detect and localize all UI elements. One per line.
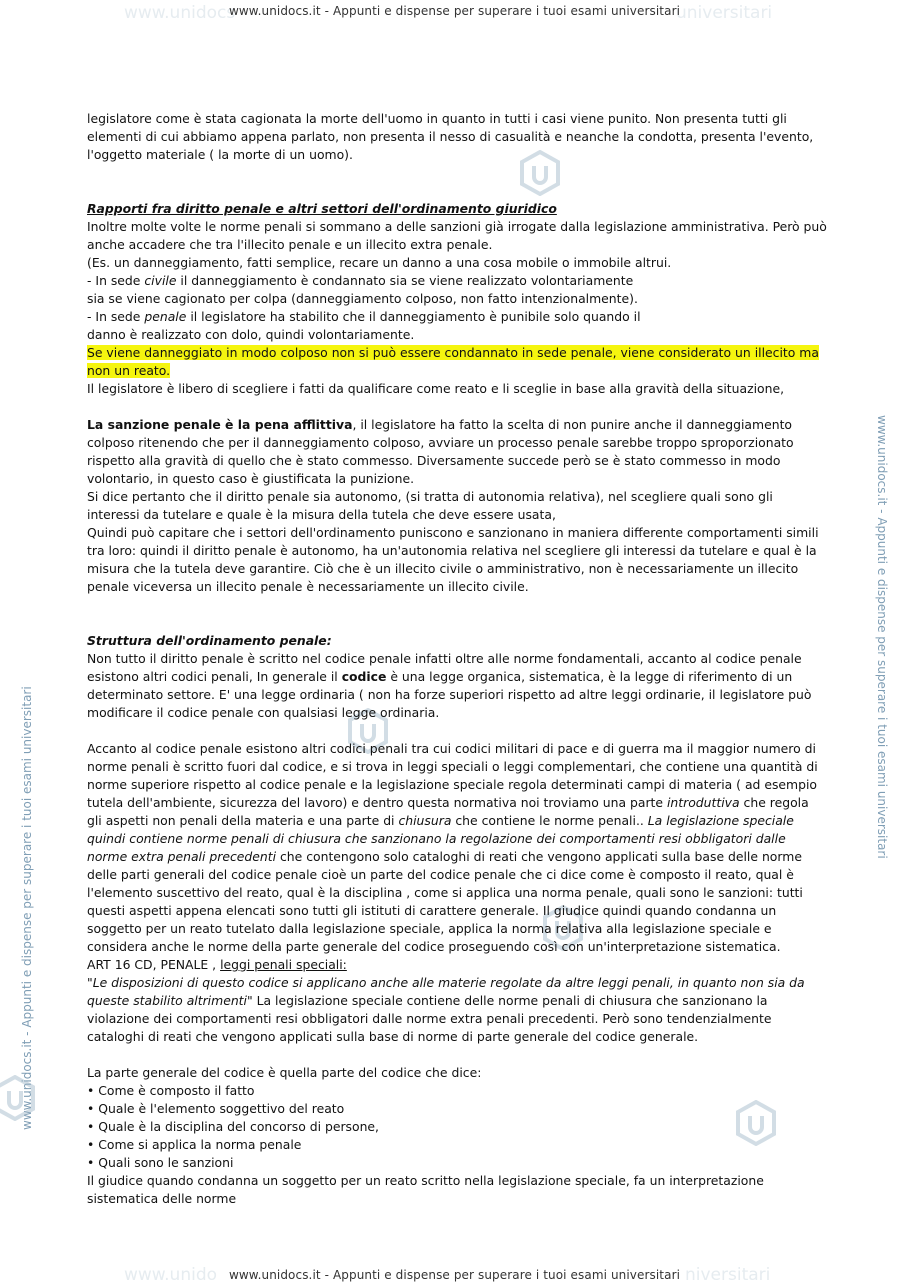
- section-heading-rapporti: Rapporti fra diritto penale e altri settori dell'ordinamento giuridico: [87, 201, 557, 216]
- paragraph-line: anche accadere che tra l'illecito penale e un illecito extra penale.: [87, 237, 493, 252]
- list-item: • Come è composto il fatto: [87, 1083, 255, 1098]
- header-banner: www.unidocs.it - Appunti e dispense per superare i tuoi esami universitari: [228, 4, 681, 18]
- settori-paragraph: Quindi può capitare che i settori dell'ordinamento puniscono e sanzionano in maniera differente comportamenti simili tra loro: quindi il diritto penale è autonomo, ha un'autonomia relativa nel scegliere gli interessi da tutelare e qual è la misura che la tutela deve garantire. Ciò che è un illecito civile o amministrativo, non è necessariamente un illecito penale viceversa un illecito penale è necessariamente un illecito civile.: [87, 525, 819, 594]
- autonomia-paragraph: Si dice pertanto che il diritto penale sia autonomo, (si tratta di autonomia relativa), nel scegliere quali sono gli interessi da tutelare e quale è la misura della tutela che deve essere usata,: [87, 489, 773, 522]
- text-run: ART 16 CD, PENALE ,: [87, 957, 221, 972]
- footer-banner: www.unidocs.it - Appunti e dispense per superare i tuoi esami universitari: [228, 1268, 681, 1282]
- bold-text: La sanzione penale è la pena afflittiva: [87, 417, 353, 432]
- italic-text: chiusura: [398, 813, 452, 828]
- leggi-speciali-paragraph: [87, 740, 827, 956]
- italic-quote: "Le disposizioni di questo codice si applicano anche alle materie regolate da altre leggi penali, in quanto non sia da queste stabilito altrimenti": [87, 975, 805, 1008]
- list-item: • Quale è l'elemento soggettivo del reato: [87, 1101, 345, 1116]
- text-run: il legislatore ha stabilito che il danneggiamento è punibile solo quando il: [186, 309, 641, 324]
- bold-text: codice: [341, 669, 387, 684]
- ghost-header-left: www.unidocs: [124, 3, 236, 23]
- italic-text: civile: [144, 273, 177, 288]
- list-item: • Quale è la disciplina del concorso di persone,: [87, 1119, 379, 1134]
- highlight-text: Se viene danneggiato in modo colposo non si può essere condannato in sede penale, viene considerato un illecito ma non un reato.: [87, 345, 819, 378]
- italic-text: penale: [144, 309, 187, 324]
- text-run: che regola gli aspetti non penali della materia e una parte di: [87, 795, 809, 828]
- paragraph-line: danno è realizzato con dolo, quindi volontariamente.: [87, 327, 415, 342]
- closing-paragraph: Il giudice quando condanna un soggetto per un reato scritto nella legislazione speciale, fa un interpretazione sistematica delle norme: [87, 1173, 764, 1206]
- text-run: Non tutto il diritto penale è scritto nel codice penale infatti oltre alle norme fondamentali, accanto al codice penale esistono altri codici penali, In generale il: [87, 651, 802, 684]
- unidocs-logo-icon: [0, 1075, 38, 1121]
- paragraph-line: sia se viene cagionato per colpa (danneggiamento colposo, non fatto intenzionalmente).: [87, 291, 638, 306]
- paragraph-line: [87, 308, 827, 326]
- list-item: • Come si applica la norma penale: [87, 1137, 302, 1152]
- highlighted-paragraph: [87, 344, 827, 380]
- ghost-header-right: universitari: [676, 3, 773, 23]
- side-watermark-left: www.unidocs.it - Appunti e dispense per superare i tuoi esami universitari: [20, 686, 34, 1130]
- document-body: [87, 110, 827, 1208]
- paragraph-line: Inoltre molte volte le norme penali si sommano a delle sanzioni già irrogate dalla legislazione amministrativa. Però può: [87, 219, 827, 234]
- paragraph-line: (Es. un danneggiamento, fatti semplice, recare un danno a una cosa mobile o immobile altrui.: [87, 255, 672, 270]
- italic-text: introduttiva: [666, 795, 740, 810]
- sanzione-paragraph: [87, 416, 827, 488]
- italic-text: La legislazione speciale quindi contiene norme penali di chiusura che sanzionano la regolazione dei comportamenti resi obbligatori dalle norme extra penali precedenti: [87, 813, 794, 864]
- ghost-footer-left: www.unido: [124, 1265, 218, 1285]
- text-run: è una legge organica, sistematica, è la legge di riferimento di un determinato settore. E' una legge ordinaria ( non ha forze superiori rispetto ad altre leggi ordinarie, il legislatore può modificare il codice penale con qualsiasi legge ordinaria.: [87, 669, 812, 720]
- paragraph-line: Il legislatore è libero di scegliere i fatti da qualificare come reato e li sceglie in base alla gravità della situazione,: [87, 381, 785, 396]
- paragraph-line: [87, 272, 827, 290]
- text-run: Accanto al codice penale esistono altri codici penali tra cui codici militari di pace e di guerra ma il maggior numero di norme penali è scritto fuori dal codice, e si trova in leggi speciali o leggi complementari, che contiene una quantità di norme superiore rispetto al codice penale e la legislazione speciale regola determinati campi di materia ( ad esempio tutela dell'ambiente, sicurezza del lavoro) e dentro questa normativa noi troviamo una parte: [87, 741, 818, 810]
- text-run: che contengono solo cataloghi di reati che vengono applicati sulla base delle norme delle parti generali del codice penale cioè un parte del codice penale che ci dice come è composto il reato, qual è l'elemento suscettivo del reato, qual è la disciplina , come si applica una norma penale, quali sono le sanzioni: tutti questi aspetti appena elencati sono tutti gli istituti di carattere generale. Il giudice quindi quando condanna un soggetto per un reato tutelato dalla legislazione speciale, applica la norma relativa alla legislazione speciale e considera anche le norme della parte generale del codice proseguendo così con un'interpretazione sistematica.: [87, 849, 803, 954]
- ghost-footer-right: niversitari: [685, 1265, 771, 1285]
- list-item: • Quali sono le sanzioni: [87, 1155, 234, 1170]
- text-run: il danneggiamento è condannato sia se viene realizzato volontariamente: [176, 273, 634, 288]
- list-intro: La parte generale del codice è quella parte del codice che dice:: [87, 1065, 482, 1080]
- article-line: [87, 956, 827, 974]
- text-run: - In sede: [87, 273, 145, 288]
- side-watermark-right: www.unidocs.it - Appunti e dispense per superare i tuoi esami universitari: [875, 415, 889, 859]
- intro-paragraph: legislatore come è stata cagionata la morte dell'uomo in quanto in tutti i casi viene punito. Non presenta tutti gli elementi di cui abbiamo appena parlato, non presenta il nesso di casualità e neanche la condotta, presenta l'evento, l'oggetto materiale ( la morte di un uomo).: [87, 111, 814, 162]
- section-heading-struttura: Struttura dell'ordinamento penale:: [87, 633, 332, 648]
- text-run: , il legislatore ha fatto la scelta di non punire anche il danneggiamento colposo ritenendo che per il danneggiamento colposo, avviare un processo penale sarebbe troppo sproporzionato rispetto alla gravità di quello che è stato commesso. Diversamente succede però se è stato commesso in modo volontario, in questo caso è giustificata la punizione.: [87, 417, 794, 486]
- underlined-text: leggi penali speciali:: [220, 957, 347, 972]
- text-run: - In sede: [87, 309, 145, 324]
- quote-paragraph: [87, 974, 827, 1046]
- codice-paragraph: [87, 650, 827, 722]
- text-run: che contiene le norme penali..: [451, 813, 648, 828]
- text-run: La legislazione speciale contiene delle norme penali di chiusura che sanzionano la violazione dei comportamenti resi obbligatori dalle norme extra penali precedenti. Però sono tendenzialmente cataloghi di reati che vengono applicati sulla base di norme di parte generale del codice generale.: [87, 993, 772, 1044]
